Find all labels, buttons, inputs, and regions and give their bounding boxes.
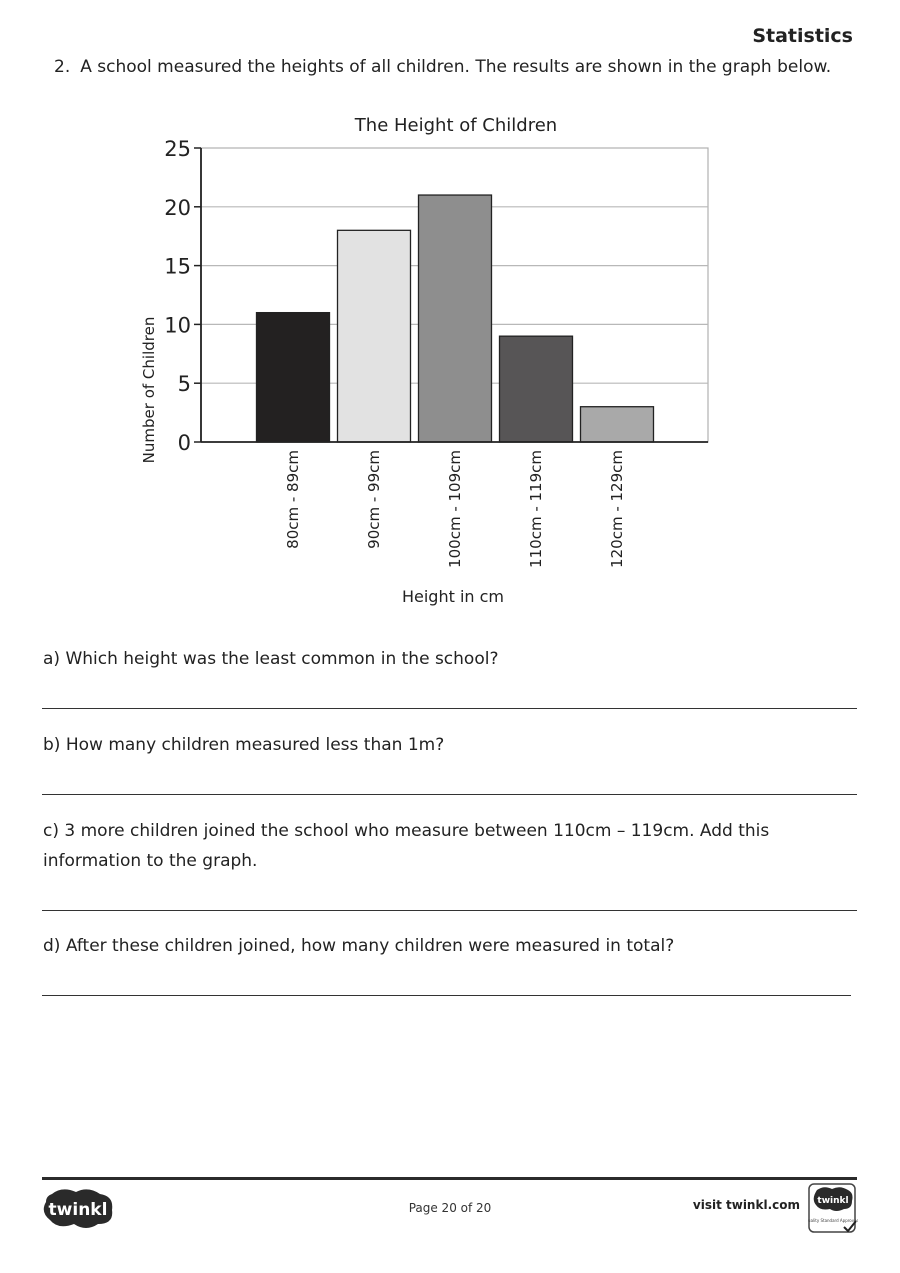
bar-2: [338, 230, 411, 442]
y-tick-label: 0: [177, 431, 191, 455]
y-tick-label: 20: [164, 195, 191, 220]
y-tick-label: 10: [164, 313, 191, 338]
chart-bars: [257, 195, 654, 442]
answer-line-b[interactable]: [42, 794, 857, 795]
question-number: 2.: [54, 57, 71, 77]
y-axis-label: Number of Children: [140, 316, 158, 464]
quality-badge: [808, 1183, 858, 1239]
y-tick-labels: [164, 137, 191, 455]
y-tick-label: 25: [164, 137, 191, 161]
x-tick-label: 120cm - 129cm: [608, 450, 626, 568]
answer-line-a[interactable]: [42, 708, 857, 709]
question-text: A school measured the heights of all children. The results are shown in the graph below.: [80, 57, 832, 77]
section-title: Statistics: [752, 25, 853, 47]
x-tick-label: 80cm - 89cm: [284, 450, 302, 549]
footer-divider: [42, 1177, 857, 1180]
badge-logo-text: twinkl: [817, 1196, 849, 1206]
y-tick-label: 5: [177, 372, 191, 397]
bar-5: [581, 407, 654, 442]
question-d: d) After these children joined, how many children were measured in total?: [43, 936, 675, 956]
x-tick-label: 90cm - 99cm: [365, 450, 383, 549]
bar-chart-svg: [0, 100, 900, 620]
badge-caption: Quality Standard Approved: [808, 1218, 858, 1223]
logo-text: twinkl: [48, 1200, 108, 1220]
question-a: a) Which height was the least common in the school?: [43, 649, 499, 669]
height-chart: [0, 100, 900, 620]
x-tick-label: 110cm - 119cm: [527, 450, 545, 568]
x-tick-labels: [284, 450, 626, 568]
visit-link[interactable]: visit twinkl.com: [692, 1198, 800, 1212]
chart-title: The Height of Children: [354, 115, 558, 136]
y-tick-label: 15: [164, 254, 191, 279]
answer-line-d[interactable]: [42, 995, 851, 996]
question-c: c) 3 more children joined the school who measure between 110cm – 119cm. Add this information to the graph.: [43, 821, 770, 871]
bar-3: [419, 195, 492, 442]
bar-4: [500, 336, 573, 442]
question-b: b) How many children measured less than 1m?: [43, 735, 445, 755]
x-axis-label: Height in cm: [401, 587, 505, 606]
answer-line-c[interactable]: [42, 910, 857, 911]
page-number: Page 20 of 20: [408, 1201, 492, 1215]
bar-1: [257, 313, 330, 442]
x-tick-label: 100cm - 109cm: [446, 450, 464, 568]
question-intro: [54, 57, 854, 77]
